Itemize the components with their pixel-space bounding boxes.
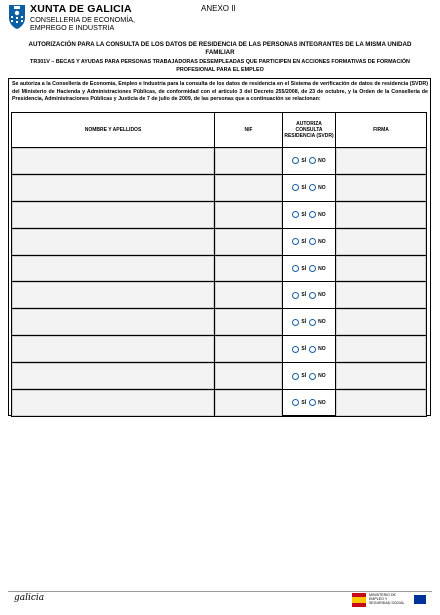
yes-option[interactable]: [292, 292, 306, 299]
name-cell: [12, 390, 215, 417]
signature-cell: [336, 336, 427, 363]
table-row: [12, 309, 427, 336]
signature-cell: [336, 201, 427, 228]
no-radio[interactable]: [309, 157, 316, 164]
signature-field[interactable]: [336, 148, 426, 174]
name-field[interactable]: [12, 309, 214, 335]
yes-label: SÍ: [301, 373, 307, 380]
no-label: NO: [318, 157, 326, 164]
no-radio[interactable]: [309, 265, 316, 272]
name-column-header: NOMBRE Y APELLIDOS: [12, 113, 215, 148]
yes-radio[interactable]: [292, 265, 299, 272]
footer-divider: [8, 591, 432, 592]
authorize-cell: [283, 148, 336, 175]
authorize-column-header: AUTORIZA CONSULTA RESIDENCIA (SVDR): [283, 113, 336, 148]
no-option[interactable]: [309, 346, 326, 353]
nif-field[interactable]: [215, 336, 282, 362]
yes-option[interactable]: [292, 399, 306, 406]
eu-flag-icon: [414, 595, 426, 604]
table-row: [12, 336, 427, 363]
name-field[interactable]: [12, 282, 214, 308]
xunta-logo-icon: [8, 4, 26, 30]
no-option[interactable]: [309, 373, 326, 380]
nif-cell: [215, 255, 283, 282]
authorize-options: [283, 211, 335, 218]
authorize-options: [283, 346, 335, 353]
galicia-logo: galicia: [14, 593, 45, 603]
name-cell: [12, 336, 215, 363]
yes-option[interactable]: [292, 265, 306, 272]
yes-radio[interactable]: [292, 184, 299, 191]
table-row: [12, 363, 427, 390]
nif-cell: [215, 336, 283, 363]
authorize-cell: [283, 255, 336, 282]
authorize-cell: [283, 282, 336, 309]
nif-cell: [215, 282, 283, 309]
no-radio[interactable]: [309, 399, 316, 406]
nif-cell: [215, 390, 283, 417]
table-row: [12, 390, 427, 417]
name-field[interactable]: [12, 148, 214, 174]
no-option[interactable]: [309, 157, 326, 164]
intro-text: Se autoriza a la Consellería de Economía, Empleo e Industria para la consulta de los datos de residencia en el Sistema de verificación de datos de residencia (SVDR) del Ministerio de Hacienda y Administraciones Públicas, de conformidad con el artículo 3 del Decreto 255/2008, de 23 de octubre, y la Orden de la Consellería de Presidencia, Administraciones Públicas y Justicia de 7 de julio de 2009, de las personas que a continuación se relacionan:: [12, 81, 428, 103]
no-radio[interactable]: [309, 373, 316, 380]
table-row: [12, 174, 427, 201]
yes-option[interactable]: [292, 184, 306, 191]
nif-field[interactable]: [215, 390, 282, 416]
no-label: NO: [318, 319, 326, 326]
authorize-cell: [283, 228, 336, 255]
yes-option[interactable]: [292, 238, 306, 245]
signature-cell: [336, 148, 427, 175]
table-row: [12, 282, 427, 309]
signature-cell: [336, 174, 427, 201]
signature-field[interactable]: [336, 336, 426, 362]
authorize-options: [283, 157, 335, 164]
nif-cell: [215, 174, 283, 201]
name-field[interactable]: [12, 202, 214, 228]
signature-field[interactable]: [336, 256, 426, 282]
nif-cell: [215, 228, 283, 255]
name-field[interactable]: [12, 363, 214, 389]
name-cell: [12, 255, 215, 282]
yes-label: SÍ: [301, 319, 307, 326]
authorize-cell: [283, 309, 336, 336]
spain-flag-icon: [352, 593, 366, 607]
yes-radio[interactable]: [292, 346, 299, 353]
no-radio[interactable]: [309, 238, 316, 245]
name-field[interactable]: [12, 229, 214, 255]
signature-cell: [336, 282, 427, 309]
no-radio[interactable]: [309, 319, 316, 326]
name-cell: [12, 148, 215, 175]
nif-field[interactable]: [215, 229, 282, 255]
nif-field[interactable]: [215, 309, 282, 335]
ministry-text: MINISTERIO DE EMPLEO Y SEGURIDAD SOCIAL: [369, 593, 405, 606]
yes-option[interactable]: [292, 211, 306, 218]
name-cell: [12, 309, 215, 336]
authorize-options: [283, 238, 335, 245]
no-radio[interactable]: [309, 346, 316, 353]
signature-cell: [336, 390, 427, 417]
signature-field[interactable]: [336, 175, 426, 201]
signature-field[interactable]: [336, 390, 426, 416]
form-subtitle: TR301V – BECAS Y AYUDAS PARA PERSONAS TRABAJADORAS DESEMPLEADAS QUE PARTICIPEN EN ACCIONES FORMATIVAS DE FORMACIÓN PROFESIONAL PARA EL EMPLEO: [30, 59, 410, 73]
yes-radio[interactable]: [292, 319, 299, 326]
authorize-options: [283, 292, 335, 299]
nif-cell: [215, 363, 283, 390]
nif-field[interactable]: [215, 202, 282, 228]
nif-cell: [215, 148, 283, 175]
yes-option[interactable]: [292, 157, 306, 164]
yes-label: SÍ: [301, 346, 307, 353]
no-label: NO: [318, 211, 326, 218]
table-row: [12, 148, 427, 175]
no-option[interactable]: [309, 184, 326, 191]
signature-field[interactable]: [336, 309, 426, 335]
table-row: [12, 201, 427, 228]
yes-label: SÍ: [301, 399, 307, 406]
yes-radio[interactable]: [292, 238, 299, 245]
authorize-cell: [283, 201, 336, 228]
signature-cell: [336, 255, 427, 282]
authorize-cell: [283, 174, 336, 201]
org-name: XUNTA DE GALICIA: [30, 3, 132, 15]
no-label: NO: [318, 373, 326, 380]
name-cell: [12, 174, 215, 201]
signature-cell: [336, 228, 427, 255]
no-radio[interactable]: [309, 292, 316, 299]
no-label: NO: [318, 265, 326, 272]
name-field[interactable]: [12, 256, 214, 282]
form-title: AUTORIZACIÓN PARA LA CONSULTA DE LOS DATOS DE RESIDENCIA DE LAS PERSONAS INTEGRANTES DE LA MISMA UNIDAD FAMILIAR: [28, 41, 412, 56]
yes-label: SÍ: [301, 265, 307, 272]
name-field[interactable]: [12, 390, 214, 416]
name-field[interactable]: [12, 175, 214, 201]
yes-radio[interactable]: [292, 399, 299, 406]
name-cell: [12, 282, 215, 309]
authorize-options: [283, 265, 335, 272]
table-header-row: [12, 113, 427, 148]
yes-option[interactable]: [292, 319, 306, 326]
name-cell: [12, 201, 215, 228]
signature-column-header: FIRMA: [336, 113, 427, 148]
yes-label: SÍ: [301, 238, 307, 245]
annex-label: ANEXO II: [201, 4, 236, 13]
name-cell: [12, 228, 215, 255]
authorize-options: [283, 399, 335, 406]
no-radio[interactable]: [309, 211, 316, 218]
table-row: [12, 255, 427, 282]
no-option[interactable]: [309, 319, 326, 326]
yes-radio[interactable]: [292, 292, 299, 299]
no-label: NO: [318, 399, 326, 406]
department-name: CONSELLERIA DE ECONOMÍA, EMPREGO E INDUSTRIA: [30, 15, 136, 33]
signature-cell: [336, 363, 427, 390]
no-label: NO: [318, 184, 326, 191]
nif-field[interactable]: [215, 175, 282, 201]
nif-field[interactable]: [215, 363, 282, 389]
no-label: NO: [318, 346, 326, 353]
yes-label: SÍ: [301, 184, 307, 191]
nif-cell: [215, 201, 283, 228]
no-option[interactable]: [309, 292, 326, 299]
authorize-cell: [283, 336, 336, 363]
no-option[interactable]: [309, 265, 326, 272]
yes-radio[interactable]: [292, 373, 299, 380]
name-field[interactable]: [12, 336, 214, 362]
nif-field[interactable]: [215, 148, 282, 174]
yes-label: SÍ: [301, 292, 307, 299]
nif-cell: [215, 309, 283, 336]
nif-field[interactable]: [215, 256, 282, 282]
signature-field[interactable]: [336, 202, 426, 228]
authorize-cell: [283, 363, 336, 390]
table-row: [12, 228, 427, 255]
signature-field[interactable]: [336, 363, 426, 389]
members-table: [11, 112, 427, 417]
no-radio[interactable]: [309, 184, 316, 191]
no-option[interactable]: [309, 211, 326, 218]
no-option[interactable]: [309, 238, 326, 245]
no-label: NO: [318, 292, 326, 299]
authorize-options: [283, 373, 335, 380]
authorize-cell: [283, 390, 336, 417]
authorize-options: [283, 319, 335, 326]
ministry-logo: [352, 593, 412, 607]
yes-option[interactable]: [292, 346, 306, 353]
signature-cell: [336, 309, 427, 336]
signature-field[interactable]: [336, 282, 426, 308]
nif-column-header: NIF: [215, 113, 283, 148]
yes-radio[interactable]: [292, 157, 299, 164]
yes-option[interactable]: [292, 373, 306, 380]
name-cell: [12, 363, 215, 390]
yes-radio[interactable]: [292, 211, 299, 218]
signature-field[interactable]: [336, 229, 426, 255]
yes-label: SÍ: [301, 157, 307, 164]
yes-label: SÍ: [301, 211, 307, 218]
authorize-options: [283, 184, 335, 191]
no-label: NO: [318, 238, 326, 245]
nif-field[interactable]: [215, 282, 282, 308]
no-option[interactable]: [309, 399, 326, 406]
